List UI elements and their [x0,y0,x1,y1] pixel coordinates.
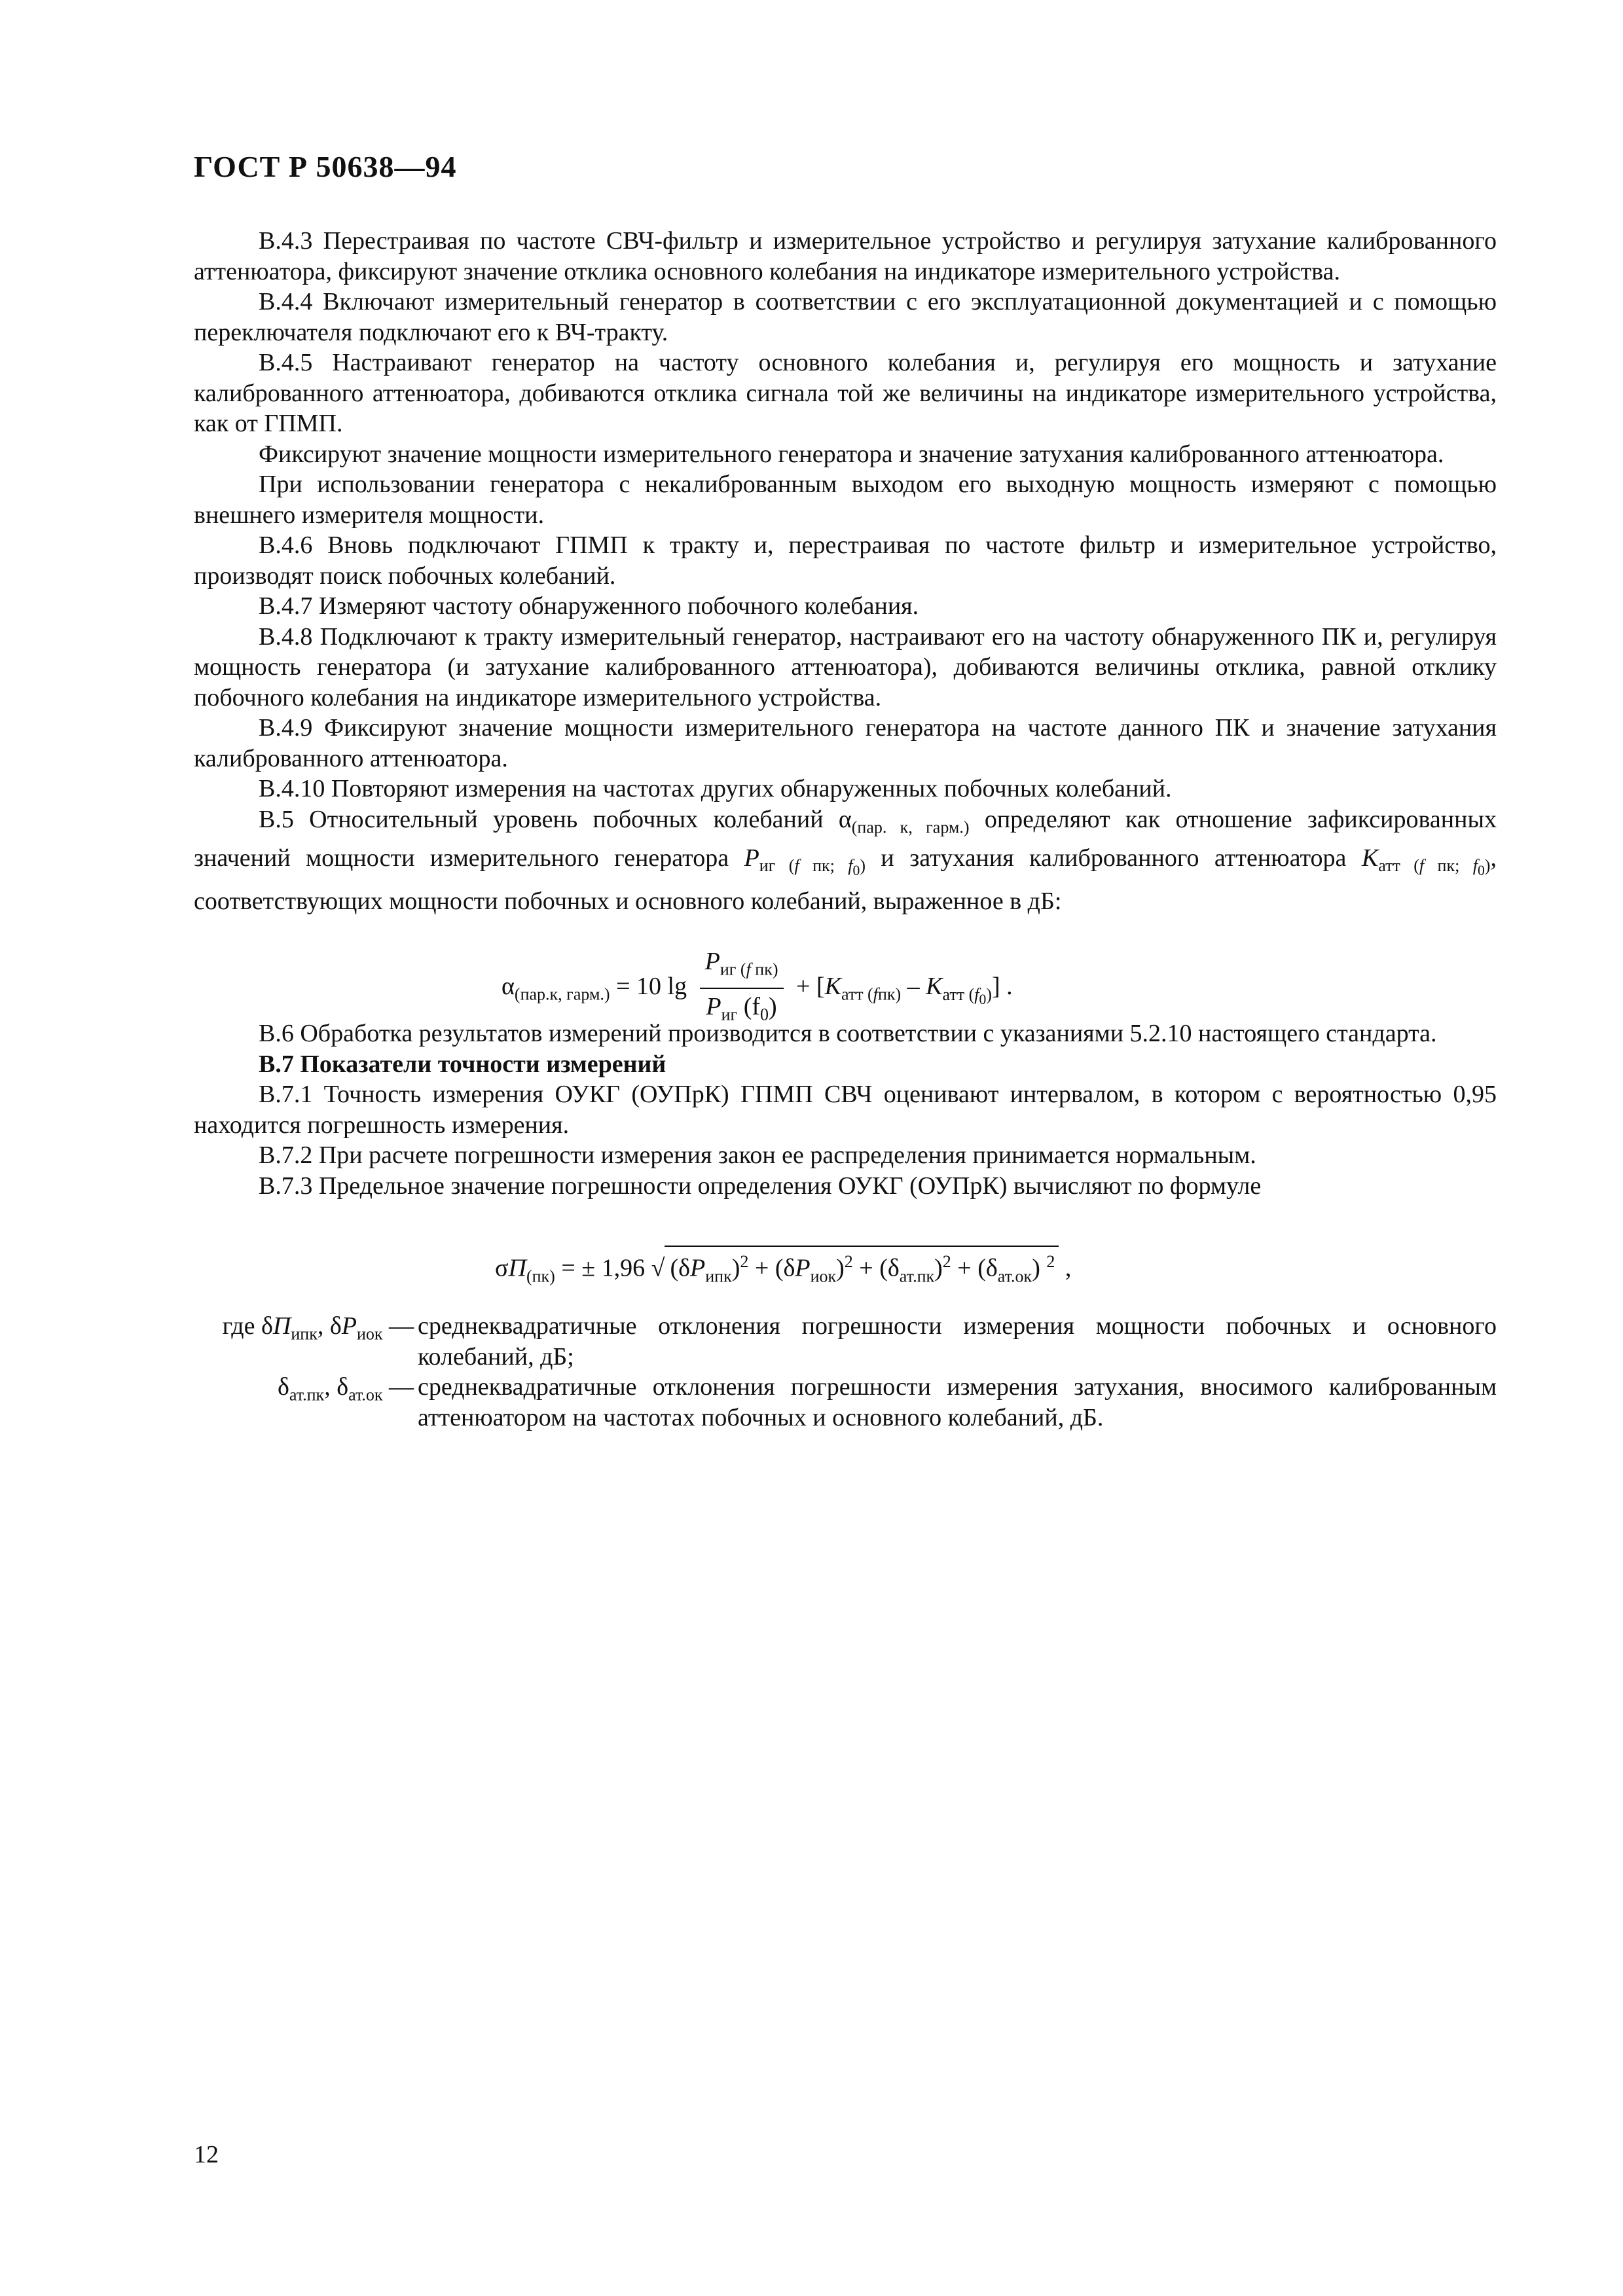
paragraph-b4-4: В.4.4 Включают измерительный генератор в соответствии с его эксплуатационной документацией и с помощью переключателя подключают его к ВЧ-тракту. [194,288,1497,346]
paragraph-b7-2: В.7.2 При расчете погрешности измерения закон ее распределения принимается нормальным. [259,1141,1256,1170]
sqrt-sign: √ [651,1255,665,1283]
paragraph-fix-power: Фиксируют значение мощности измерительного генератора и значение затухания калиброванного аттенюатора. [259,440,1444,468]
heading-b7: В.7 Показатели точности измерений [259,1050,666,1078]
paragraph-b4-9: В.4.9 Фиксируют значение мощности измерительного генератора на частоте данного ПК и значение затухания калиброванного аттенюатора. [194,714,1497,772]
paragraph-b4-10: В.4.10 Повторяют измерения на частотах других обнаруженных побочных колебаний. [259,775,1172,802]
formula-relative-level: $\alpha_{(пар.к, гарм.)} = 10$ lg $\frac{P_{иг (f пк)}}{P_{иг} (f_0)}$ + $[K_{атт (fпк)} - K_{атт (f_0)}]$ . [194,925,1497,1004]
formula-legend [194,1311,1497,1433]
document-body [194,226,1497,1433]
paragraph-b4-7: В.4.7 Измеряют частоту обнаруженного побочного колебания. [259,592,919,620]
paragraph-b4-8: В.4.8 Подключают к тракту измерительный генератор, настраивают его на частоту обнаруженного ПК и, регулируя мощность генератора (и затухание калиброванного аттенюатора), добиваются величины отклика, равной отклику побочного колебания на индикаторе измерительного устройства. [194,622,1497,711]
paragraph-b7-3: В.7.3 Предельное значение погрешности определения ОУКГ (ОУПрК) вычисляют по формуле [259,1172,1262,1200]
formula-error-limit: $\sigma П_{(пк)}$ = ± 1,96 √ $(\delta P_{ипк})^2 + (\delta P_{иок})^2 + (\delta_{ат.пк})^2 + (\delta_{ат.ок})$ $^2$ , [194,1221,1497,1306]
legend-row: где $\delta П_{ипк}$, $\delta P_{иок}$ — среднеквадратичные отклонения погрешности измерения мощности побочных и основного колебаний, дБ; [222,1312,1497,1371]
paragraph-uncalibrated: При использовании генератора с некалиброванным выходом его выходную мощность измеряют с помощью внешнего измерителя мощности. [194,471,1497,529]
legend-row: $\delta_{ат.пк}$, $\delta_{ат.ок}$ — среднеквадратичные отклонения погрешности измерения затухания, вносимого калиброванным аттенюатором на частотах побочных и основного колебаний, дБ. [277,1373,1497,1431]
paragraph-b4-5: В.4.5 Настраивают генератор на частоту основного колебания и, регулируя его мощность и затухание калиброванного аттенюатора, добиваются отклика сигнала той же величины на индикаторе измерительного устройства, как от ГПМП. [194,349,1497,437]
page-number: 12 [194,2141,219,2168]
paragraph-b4-3: В.4.3 Перестраивая по частоте СВЧ-фильтр и измерительное устройство и регулируя затухание калиброванного аттенюатора, фиксируют значение отклика основного колебания на индикаторе измерительного устройства. [194,227,1497,285]
paragraph-b6: В.6 Обработка результатов измерений производится в соответствии с указаниями 5.2.10 настоящего стандарта. [259,1020,1437,1048]
sqrt-body: $(\delta P_{ипк})^2 + (\delta P_{иок})^2 + (\delta_{ат.пк})^2 + (\delta_{ат.ок})$ $^2$ [665,1246,1059,1292]
formula-fraction: $\frac{P_{иг (f пк)}}{P_{иг} (f_0)}$ [700,946,784,1030]
document-header: ГОСТ Р 50638—94 [194,150,457,183]
paragraph-b5: В.5 Относительный уровень побочных колебаний $\alpha_{(пар. к, гарм.)}$ определяют как отношение зафиксированных значений мощности измерительного генератора $P_{иг (f пк; f_0)}$ и затухания калиброванного аттенюатора $K_{атт (f пк; f_0)}$, соответствующих мощности побочных и основного колебаний, выраженное в дБ: [194,805,1497,915]
paragraph-b4-6: В.4.6 Вновь подключают ГПМП к тракту и, перестраивая по частоте фильтр и измерительное устройство, производят поиск побочных колебаний. [194,531,1497,590]
paragraph-b7-1: В.7.1 Точность измерения ОУКГ (ОУПрК) ГПМП СВЧ оценивают интервалом, в котором с вероятностью 0,95 находится погрешность измерения. [194,1081,1497,1139]
